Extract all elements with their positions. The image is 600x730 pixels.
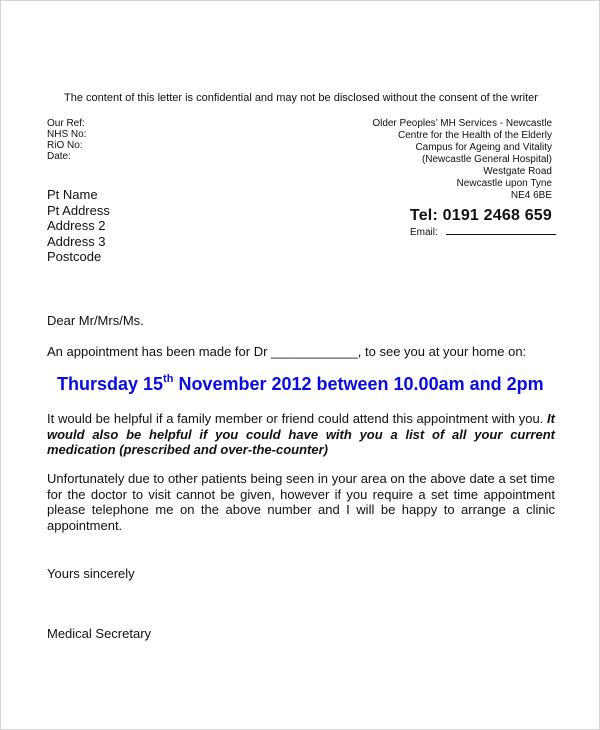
paragraph-plain-text: It would be helpful if a family member or friend could attend this appointment with you. [47,411,548,426]
recipient-address-line: Address 2 [47,218,106,233]
rio-no-label: RiO No: [47,140,83,151]
date-prefix: Thursday 15 [57,374,164,394]
address-line: Westgate Road [483,166,552,177]
reference-fields [47,118,86,162]
recipient-address-line: Address 3 [47,233,106,249]
date-ordinal: th [163,373,174,385]
salutation: Dear Mr/Mrs/Ms. [47,313,144,328]
date-label: Date: [47,151,71,162]
address-line: Centre for the Health of the Elderly [398,130,552,141]
medication-request-text: It would also be helpful if you could have with you a list of all your current medication (prescribed and over-the-counter) [47,411,555,457]
date-suffix: November 2012 between 10.00am and 2pm [173,374,544,394]
address-line: (Newcastle General Hospital) [421,154,552,165]
address-line: Campus for Ageing and Vitality [415,142,552,153]
recipient-postcode: Postcode [47,249,102,264]
appointment-date [57,374,544,395]
appointment-line: An appointment has been made for Dr ____________, to see you at your home on: [47,344,527,359]
recipient-address-line: Pt Address [47,202,110,218]
email-label: Email: [410,227,438,238]
signature: Medical Secretary [47,626,152,641]
address-line: Older Peoples’ MH Services - Newcastle [372,118,552,129]
address-line: Newcastle upon Tyne [456,178,552,189]
recipient-address [47,187,110,265]
our-ref-label: Our Ref: [47,118,85,129]
family-attendance-paragraph [47,411,555,458]
closing: Yours sincerely [47,566,135,581]
telephone-number: Tel: 0191 2468 659 [409,207,552,224]
address-line: NE4 6BE [510,190,552,201]
email-blank-line [446,226,556,235]
nhs-no-label: NHS No: [47,129,87,140]
confidential-notice: The content of this letter is confidential and may not be disclosed without the consent of the writer [64,92,538,104]
sender-address [372,118,552,202]
email-field [410,226,556,238]
visit-time-paragraph: Unfortunately due to other patients being seen in your area on the above date a set time for the doctor to visit cannot be given, however if you require a set time appointment please telephone me on the above number and I will be happy to arrange a clinic appointment. [47,471,555,533]
recipient-name: Pt Name [47,187,98,202]
